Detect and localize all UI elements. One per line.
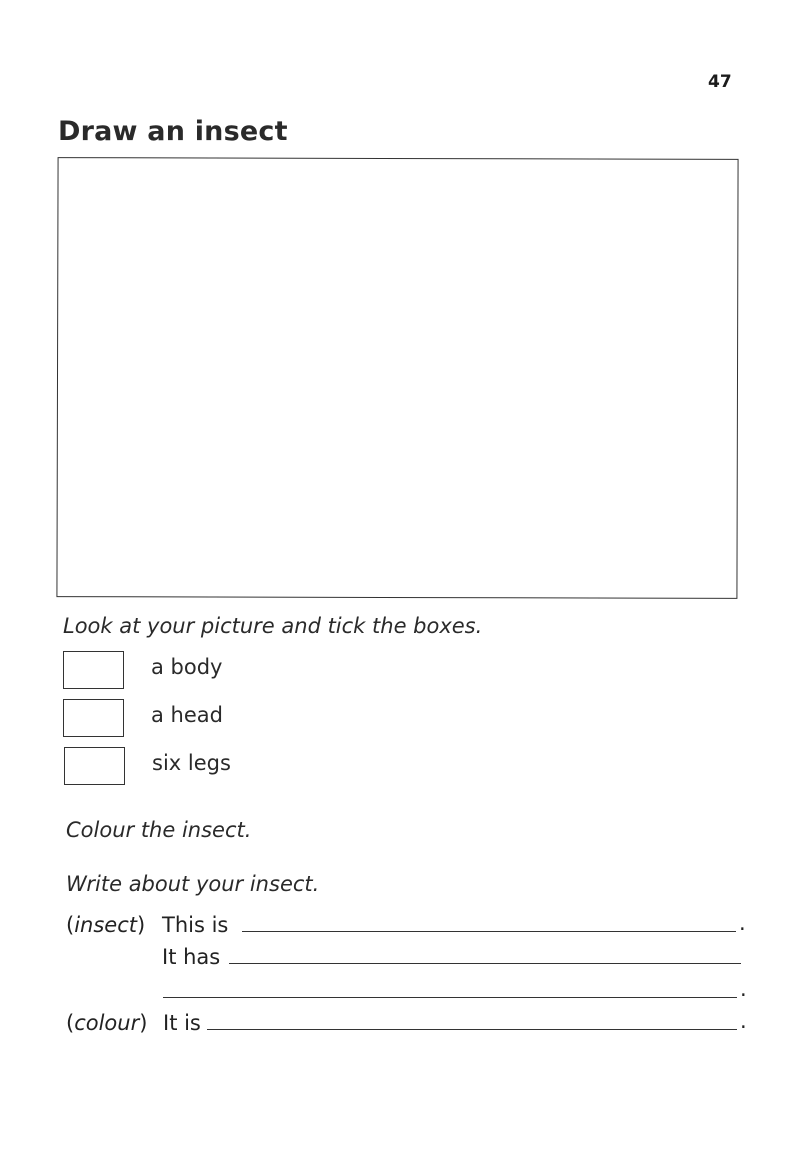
colour-instruction: Colour the insect. xyxy=(66,818,252,842)
it-has-writing-line[interactable] xyxy=(229,963,741,964)
insect-hint-open: ( xyxy=(66,913,75,937)
checkbox-six-legs[interactable] xyxy=(64,747,125,785)
page-title: Draw an insect xyxy=(58,116,288,147)
this-is-label: This is xyxy=(162,913,229,937)
colour-hint-close: ) xyxy=(139,1011,148,1035)
insect-line-full-stop: . xyxy=(739,911,746,935)
write-instruction: Write about your insect. xyxy=(66,872,320,896)
drawing-area[interactable] xyxy=(56,157,738,599)
colour-hint xyxy=(66,1011,147,1035)
it-is-label: It is xyxy=(163,1011,201,1035)
insect-name-writing-line[interactable] xyxy=(242,931,736,932)
checkbox-head[interactable] xyxy=(63,699,124,737)
it-has-continuation-line[interactable] xyxy=(163,997,737,998)
colour-writing-line[interactable] xyxy=(207,1029,737,1030)
checkbox-label-six-legs: six legs xyxy=(152,751,231,775)
checkbox-label-body: a body xyxy=(151,655,223,679)
insect-hint-word: insect xyxy=(74,913,137,937)
page-number: 47 xyxy=(708,72,732,92)
continuation-line-full-stop: . xyxy=(740,977,747,1001)
colour-hint-open: ( xyxy=(66,1011,75,1035)
checkbox-body[interactable] xyxy=(63,651,124,689)
tick-instruction: Look at your picture and tick the boxes. xyxy=(63,614,483,638)
it-has-label: It has xyxy=(162,945,221,969)
checkbox-label-head: a head xyxy=(151,703,223,727)
insect-hint-close: ) xyxy=(137,913,146,937)
colour-hint-word: colour xyxy=(74,1011,140,1035)
insect-hint xyxy=(66,913,145,937)
colour-line-full-stop: . xyxy=(740,1009,747,1033)
